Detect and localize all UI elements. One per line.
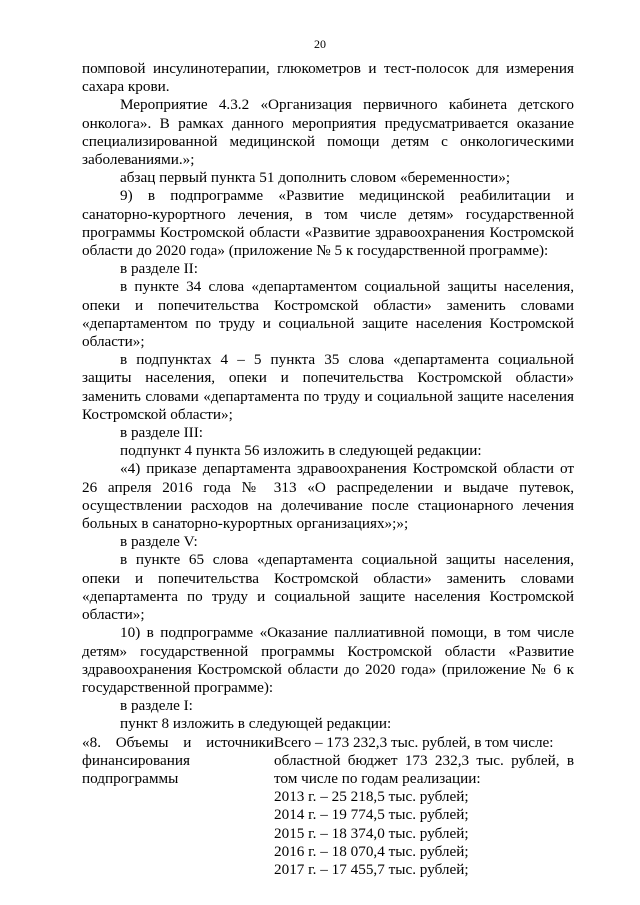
funding-year-2014: 2014 г. – 19 774,5 тыс. рублей; — [274, 806, 469, 824]
funding-year-2017: 2017 г. – 17 455,7 тыс. рублей; — [274, 860, 469, 878]
paragraph-item-9: 9) в подпрограмме «Развитие медицинской реабилитации и санаторно-курортного лечения, в том числе детям» государственной программы Костромской области «Развитие здравоохранения Костромской области до 2020 года» (приложение № 5 к государственной программе): — [82, 187, 574, 260]
funding-year-2015: 2015 г. – 18 374,0 тыс. рублей; — [274, 824, 469, 842]
paragraph-section-1: в разделе I: — [120, 697, 193, 715]
paragraph-order-313: «4) приказе департамента здравоохранения Костромской области от 26 апреля 2016 года № 313 «О распределении и выдаче путевок, осуществлении расходов на долечивание после стационарного лечения больных в санаторно-курортных организациях»;»; — [82, 460, 574, 533]
paragraph-point-8: пункт 8 изложить в следующей редакции: — [120, 715, 392, 733]
paragraph-item-10: 10) в подпрограмме «Оказание паллиативной помощи, в том числе детям» государственной программы Костромской области «Развитие здравоохранения Костромской области до 2020 года» (приложение № 6 к государственной программе): — [82, 624, 574, 696]
funding-regional-budget: областной бюджет 173 232,3 тыс. рублей, в том числе по годам реализации: — [274, 751, 574, 787]
paragraph-point-65: в пункте 65 слова «департамента социальной защиты населения, опеки и попечительства Костромской области» заменить словами «департамента по труду и социальной защите населения Костромской области»; — [82, 551, 574, 624]
funding-year-2013: 2013 г. – 25 218,5 тыс. рублей; — [274, 788, 469, 806]
paragraph-section-2: в разделе II: — [120, 260, 198, 278]
funding-table — [82, 734, 574, 880]
paragraph-section-3: в разделе III: — [120, 424, 204, 442]
funding-year-2016: 2016 г. – 18 070,4 тыс. рублей; — [274, 842, 469, 860]
document-body — [82, 60, 574, 879]
page-number: 20 — [314, 37, 326, 51]
paragraph-point-34: в пункте 34 слова «департаментом социальной защиты населения, опеки и попечительства Костромской области» заменить словами «департаментом по труду и социальной защите населения Костромской области»; — [82, 278, 574, 351]
paragraph-section-5: в разделе V: — [120, 533, 198, 551]
funding-table-values — [274, 734, 574, 880]
funding-table-label: «8. Объемы и источники финансирования подпрограммы — [82, 733, 274, 787]
paragraph-insulin: помповой инсулинотерапии, глюкометров и тест-полосок для измерения сахара крови. — [82, 60, 574, 96]
paragraph-measure-4-3-2: Мероприятие 4.3.2 «Организация первичного кабинета детского онколога». В рамках данного мероприятия предусматривается оказание специализированной медицинской помощи детям с онкологическими заболеваниями.»; — [82, 96, 574, 169]
funding-total: Всего – 173 232,3 тыс. рублей, в том числе: — [274, 733, 554, 751]
paragraph-point-35: в подпунктах 4 – 5 пункта 35 слова «департамента социальной защиты населения, опеки и попечительства Костромской области» заменить словами «департамента по труду и социальной защите населения Костромской области»; — [82, 351, 574, 423]
paragraph-point-56: подпункт 4 пункта 56 изложить в следующей редакции: — [120, 442, 482, 460]
paragraph-point-51: абзац первый пункта 51 дополнить словом «беременности»; — [120, 169, 511, 187]
